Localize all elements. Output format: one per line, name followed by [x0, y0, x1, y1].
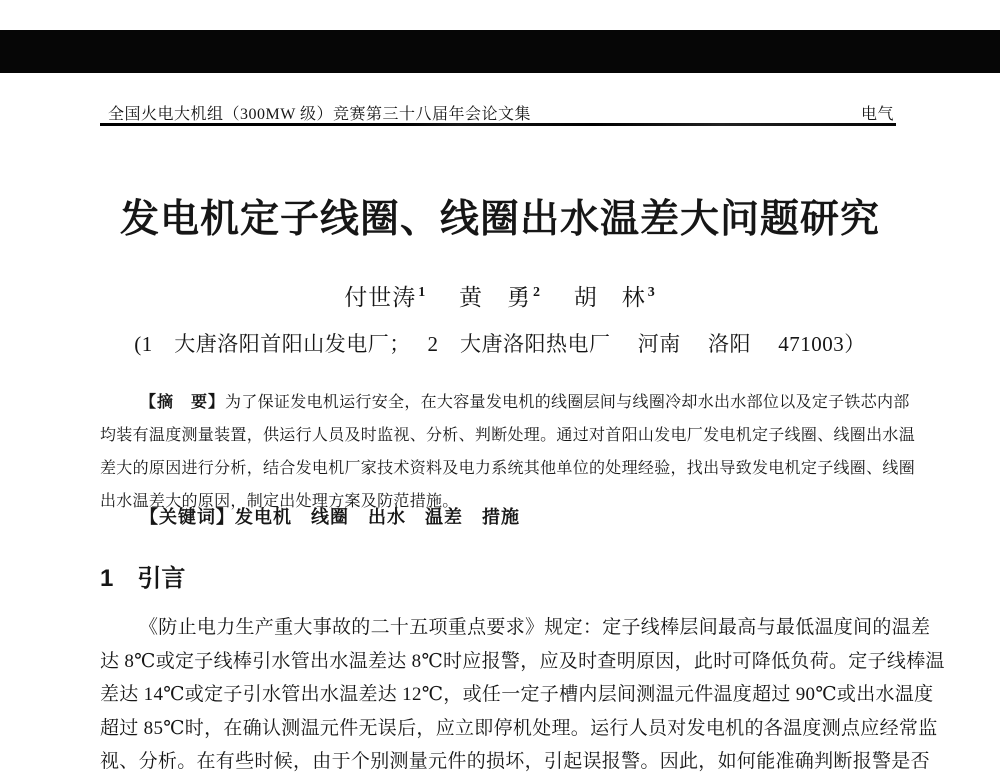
paragraph-line: 超过 85℃时，在确认测温元件无误后，应立即停机处理。运行人员对发电机的各温度测点应经常监	[100, 717, 938, 739]
header-proceedings-title: 全国火电大机组（300MW 级）竞赛第三十八届年会论文集	[108, 106, 532, 123]
paper-title: 发电机定子线圈、线圈出水温差大问题研究	[119, 198, 880, 241]
abstract-line: 均装有温度测量装置，供运行人员及时监视、分析、判断处理。通过对首阳山发电厂发电机定子线圈、线圈出水温	[100, 427, 916, 444]
author-superscript: 2	[533, 285, 541, 301]
paragraph-line: 达 8℃或定子线棒引水管出水温差达 8℃时应报警，应及时查明原因，此时可降低负荷。定子线棒温	[100, 650, 945, 672]
abstract-line: 出水温差大的原因，制定出处理方案及防范措施。	[100, 493, 459, 510]
body-paragraph	[100, 611, 945, 779]
abstract-block	[100, 386, 916, 518]
author	[459, 285, 541, 310]
paragraph-line: 视、分析。在有些时候，由于个别测量元件的损坏，引起误报警。因此，如何能准确判断报警是否	[100, 751, 930, 772]
author	[344, 285, 426, 310]
abstract-text: 为了保证发电机运行安全，在大容量发电机的线圈层间与线圈冷却水出水部位以及定子铁芯内部	[225, 394, 910, 411]
authors-line	[0, 279, 1000, 312]
scan-artifact-black-bar	[0, 30, 1000, 73]
paragraph-line: 差达 14℃或定子引水管出水温差达 12℃，或任一定子槽内层间测温元件温度超过 90℃或出水温度	[100, 684, 934, 705]
author	[574, 285, 656, 310]
section-number: 1	[100, 565, 114, 592]
affiliation-line: (1 大唐洛阳首阳山发电厂； 2 大唐洛阳热电厂 河南 洛阳 471003）	[134, 332, 866, 356]
page-header	[108, 101, 894, 124]
keywords-line	[140, 503, 520, 529]
author-superscript: 1	[418, 285, 427, 301]
section-title: 引言	[137, 565, 186, 592]
abstract-line	[100, 386, 908, 419]
keywords-label: 【关键词】	[140, 507, 235, 527]
author-superscript: 3	[647, 285, 656, 301]
header-category-label: 电气	[860, 106, 894, 123]
header-rule	[100, 123, 896, 126]
abstract-label: 【摘 要】	[140, 394, 226, 411]
author-name: 黄 勇	[459, 285, 531, 310]
section-heading	[100, 558, 185, 593]
paragraph-line: 《防止电力生产重大事故的二十五项重点要求》规定：定子线棒层间最高与最低温度间的温差	[139, 617, 931, 638]
author-name: 胡 林	[573, 285, 646, 310]
keywords-text: 发电机 线圈 出水 温差 措施	[235, 507, 520, 527]
author-name: 付世涛	[344, 285, 417, 310]
abstract-line: 差大的原因进行分析，结合发电机厂家技术资料及电力系统其他单位的处理经验，找出导致发电机定子线圈、线圈	[100, 460, 916, 477]
